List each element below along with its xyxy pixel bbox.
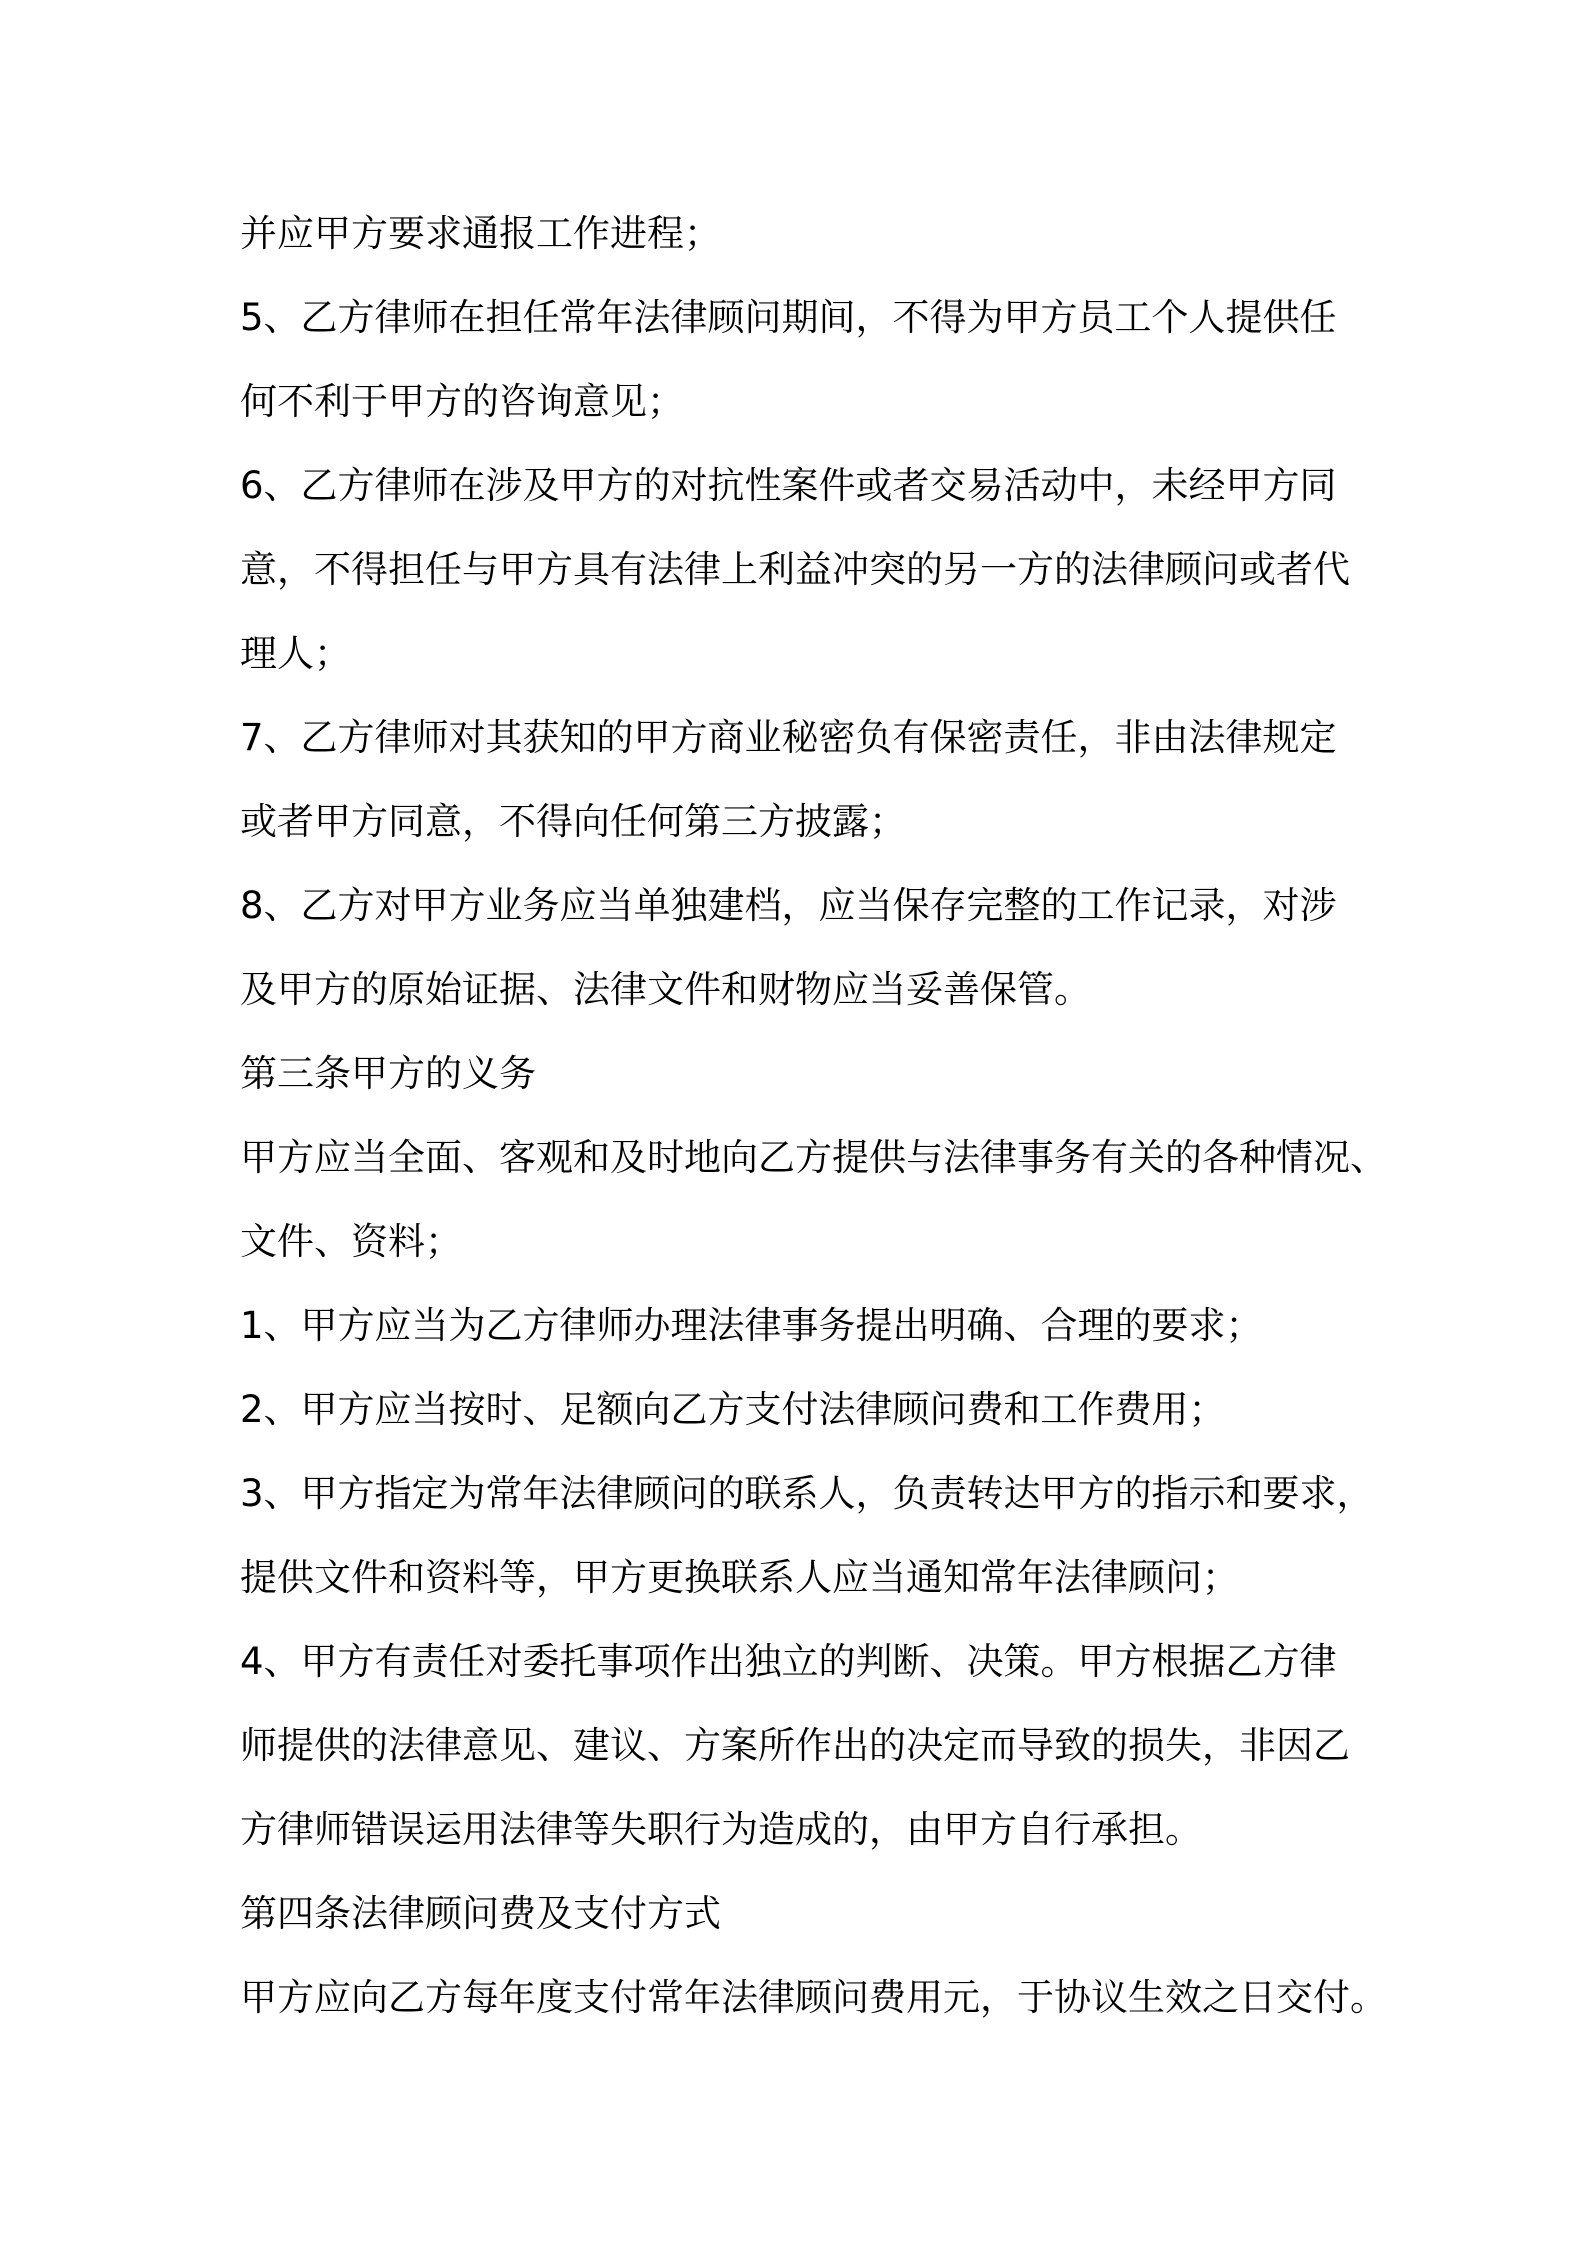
text-line: 方律师错误运用法律等失职行为造成的，由甲方自行承担。 — [240, 1808, 1202, 1851]
text-line: 文件、资料； — [240, 1220, 462, 1263]
section-heading: 第四条法律顾问费及支付方式 — [240, 1892, 721, 1935]
text-line: 甲方应当全面、客观和及时地向乙方提供与法律事务有关的各种情况、 — [240, 1136, 1387, 1179]
text-line: 及甲方的原始证据、法律文件和财物应当妥善保管。 — [240, 968, 1091, 1011]
text-line: 7、乙方律师对其获知的甲方商业秘密负有保密责任，非由法律规定 — [240, 716, 1337, 759]
text-line: 4、甲方有责任对委托事项作出独立的判断、决策。甲方根据乙方律 — [240, 1640, 1337, 1683]
text-line: 师提供的法律意见、建议、方案所作出的决定而导致的损失，非因乙 — [240, 1724, 1350, 1767]
document-body — [240, 192, 1390, 2040]
text-line: 何不利于甲方的咨询意见； — [240, 380, 684, 423]
text-line: 2、甲方应当按时、足额向乙方支付法律顾问费和工作费用； — [240, 1388, 1226, 1431]
text-line: 或者甲方同意，不得向任何第三方披露； — [240, 800, 906, 843]
text-line: 5、乙方律师在担任常年法律顾问期间，不得为甲方员工个人提供任 — [240, 296, 1337, 339]
text-line: 1、甲方应当为乙方律师办理法律事务提出明确、合理的要求； — [240, 1304, 1263, 1347]
text-line: 甲方应向乙方每年度支付常年法律顾问费用元，于协议生效之日交付。 — [240, 1976, 1387, 2019]
text-line: 理人； — [240, 632, 351, 675]
text-line: 提供文件和资料等，甲方更换联系人应当通知常年法律顾问； — [240, 1556, 1239, 1599]
text-line: 并应甲方要求通报工作进程； — [240, 212, 721, 255]
text-line: 意，不得担任与甲方具有法律上利益冲突的另一方的法律顾问或者代 — [240, 548, 1350, 591]
text-line: 6、乙方律师在涉及甲方的对抗性案件或者交易活动中，未经甲方同 — [240, 464, 1337, 507]
section-heading: 第三条甲方的义务 — [240, 1052, 536, 1095]
text-line: 8、乙方对甲方业务应当单独建档，应当保存完整的工作记录，对涉 — [240, 884, 1337, 927]
text-line: 3、甲方指定为常年法律顾问的联系人，负责转达甲方的指示和要求， — [240, 1472, 1374, 1515]
